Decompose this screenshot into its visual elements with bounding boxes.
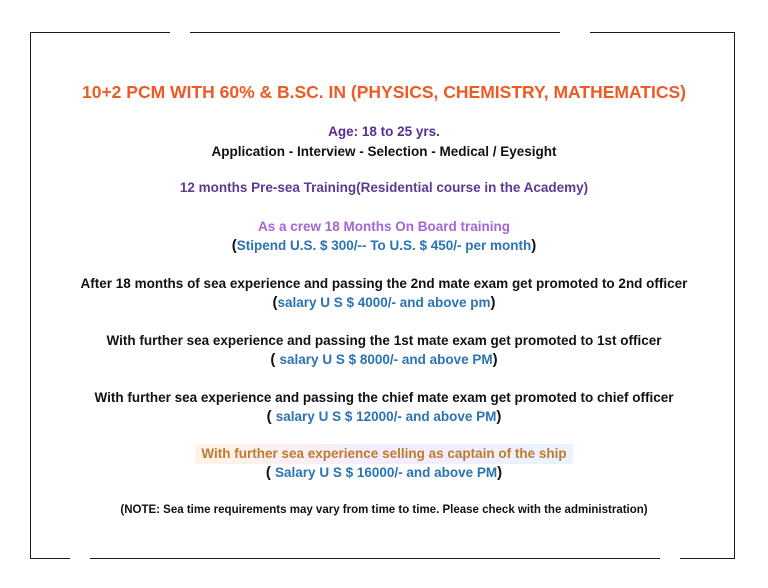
second-officer-salary-line (0, 293, 768, 313)
stipend-text: Stipend U.S. $ 300/-- To U.S. $ 450/- per month (236, 238, 532, 253)
second-officer-salary: salary U S $ 4000/- and above pm (277, 295, 491, 310)
open-paren: ( (266, 408, 276, 425)
stipend-line (0, 236, 768, 256)
captain-step-line (0, 444, 768, 464)
close-paren: ) (496, 408, 502, 425)
close-paren: ) (490, 294, 496, 311)
administration-note: (NOTE: Sea time requirements may vary from time to time. Please check with the administration) (120, 504, 648, 516)
open-paren: ( (265, 464, 276, 481)
first-officer-salary-line (0, 350, 768, 370)
close-paren: ) (497, 464, 503, 481)
chief-officer-salary-line (0, 407, 768, 427)
first-officer-salary: salary U S $ 8000/- and above PM (279, 352, 493, 367)
captain-salary-line (0, 463, 768, 483)
selection-process: Application - Interview - Selection - Medical / Eyesight (211, 144, 557, 159)
chief-officer-step: With further sea experience and passing the chief mate exam get promoted to chief officer (94, 390, 674, 405)
open-paren: ( (272, 294, 278, 311)
close-paren: ) (531, 237, 537, 254)
eligibility-title: 10+2 PCM WITH 60% & B.SC. IN (PHYSICS, CHEMISTRY, MATHEMATICS) (82, 82, 686, 102)
onboard-training: As a crew 18 Months On Board training (257, 219, 511, 234)
frame-gap (660, 556, 680, 561)
close-paren: ) (492, 351, 498, 368)
age-requirement: Age: 18 to 25 yrs. (328, 124, 440, 139)
second-officer-step: After 18 months of sea experience and passing the 2nd mate exam get promoted to 2nd officer (80, 276, 688, 291)
frame-gap (560, 30, 590, 35)
chief-officer-salary: salary U S $ 12000/- and above PM (275, 409, 497, 424)
frame-gap (170, 30, 190, 35)
captain-salary: Salary U S $ 16000/- and above PM (275, 465, 498, 480)
captain-step: With further sea experience selling as captain of the ship (195, 444, 572, 464)
first-officer-step: With further sea experience and passing the 1st mate exam get promoted to 1st officer (106, 333, 662, 348)
open-paren: ( (231, 237, 237, 254)
presea-training: 12 months Pre-sea Training(Residential course in the Academy) (179, 180, 589, 195)
frame-gap (70, 556, 90, 561)
open-paren: ( (270, 351, 280, 368)
